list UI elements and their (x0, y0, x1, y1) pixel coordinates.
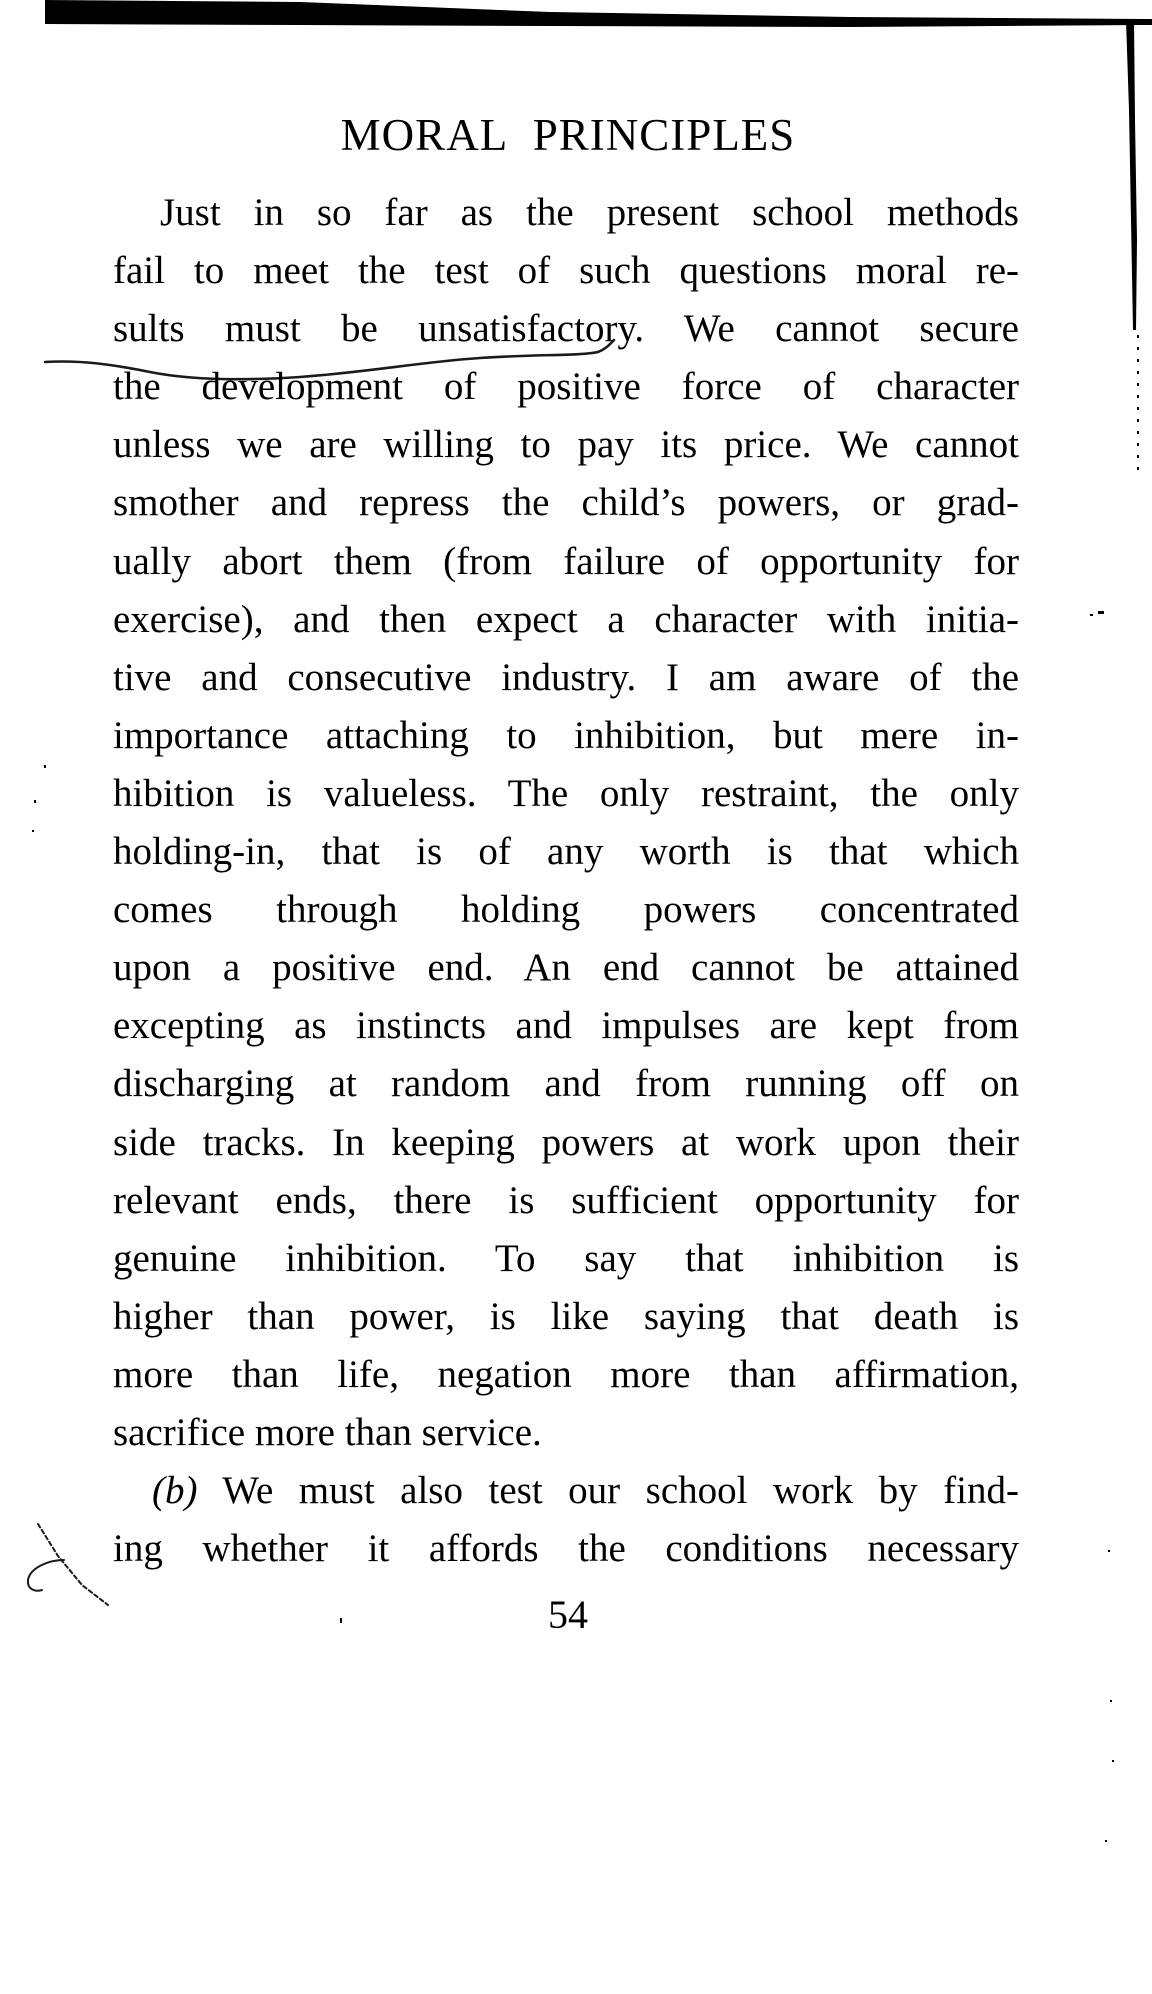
text-line: excepting as instincts and impulses are kept from (113, 1004, 1019, 1048)
text-line-content: We must also test our school work by find- (222, 1469, 1019, 1513)
body-text (113, 184, 1019, 1578)
top-edge-shadow (45, 0, 1152, 27)
page-title: MORAL PRINCIPLES (340, 110, 796, 160)
text-line: holding-in, that is of any worth is that which (113, 830, 1019, 874)
text-line: importance attaching to inhibition, but mere in- (113, 713, 1019, 757)
text-line: the development of positive force of character (113, 365, 1019, 409)
text-line: higher than power, is like saying that death is (113, 1294, 1019, 1338)
text-line: ing whether it affords the conditions necessary (113, 1527, 1019, 1571)
text-line: Just in so far as the present school methods (160, 191, 1019, 234)
text-line: genuine inhibition. To say that inhibition is (113, 1236, 1019, 1280)
text-line: upon a positive end. An end cannot be attained (113, 946, 1019, 990)
text-line: unless we are willing to pay its price. We cannot (113, 423, 1019, 467)
text-line: fail to meet the test of such questions moral re- (113, 249, 1019, 293)
text-line: ually abort them (from failure of opportunity for (113, 539, 1019, 583)
page-number: 54 (548, 1592, 588, 1637)
right-edge-shadow (1126, 20, 1137, 330)
text-line: sults must be unsatisfactory. We cannot secure (113, 307, 1019, 351)
text-line: relevant ends, there is sufficient opportunity for (113, 1178, 1019, 1222)
text-line: discharging at random and from running off on (113, 1062, 1019, 1106)
text-line: comes through holding powers concentrated (113, 888, 1019, 932)
text-line: side tracks. In keeping powers at work upon their (113, 1120, 1019, 1164)
text-line: sacrifice more than service. (113, 1410, 542, 1454)
text-line: more than life, negation more than affirmation, (113, 1352, 1019, 1396)
text-line: smother and repress the child’s powers, or grad- (113, 481, 1019, 525)
text-line: exercise), and then expect a character with initia- (113, 597, 1019, 641)
text-line: tive and consecutive industry. I am aware of the (113, 655, 1019, 699)
text-line: hibition is valueless. The only restraint, the only (113, 771, 1019, 815)
text-line (113, 1462, 1019, 1520)
paragraph-marker: (b) (152, 1469, 198, 1513)
